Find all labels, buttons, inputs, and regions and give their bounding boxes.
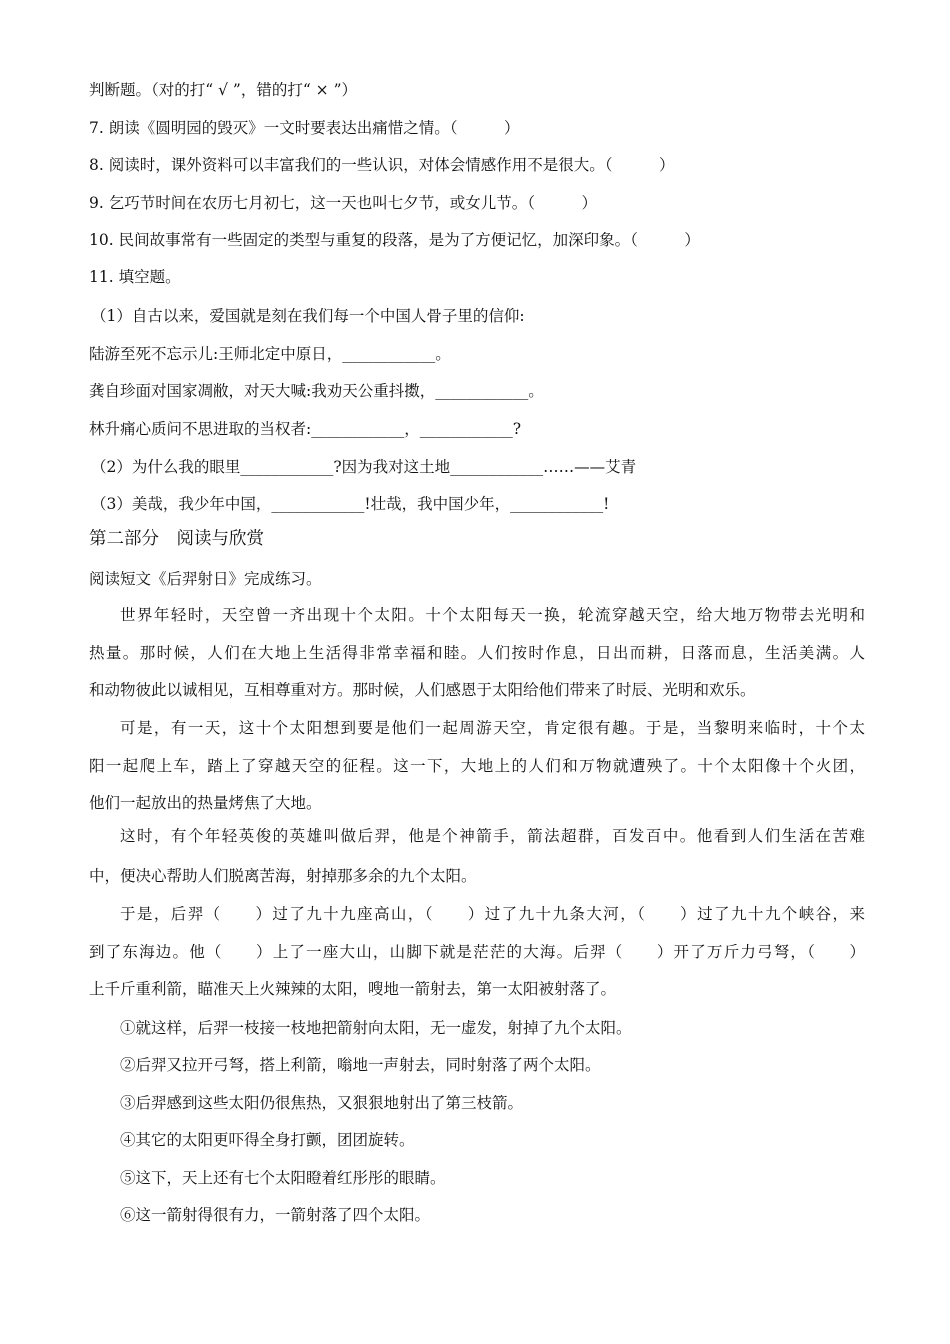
passage-line [89,818,865,856]
passage-paragraph-1 [89,597,865,710]
passage-line: 阳一起爬上车，踏上了穿越天空的征程。这一下，大地上的人们和万物就遭殃了。十个太阳像十个火团， [89,756,865,775]
passage-line: 世界年轻时，天空曾一齐出现十个太阳。十个太阳每天一换，轮流穿越天空，给大地万物带去光明和 [120,606,865,624]
passage-line: 于是，后羿（ ）过了九十九座高山，（ ）过了九十九条大河，（ ）过了九十九个峡谷，来 [120,905,865,923]
judgement-instruction: 判断题。（对的打“ √ ”，错的打“ × ”） [89,81,358,99]
sentence-5: ⑤这下，天上还有七个太阳瞪着红彤彤的眼睛。 [120,1169,446,1187]
passage-text: 这时，有个年轻英俊的英雄叫做后羿，他是个神箭手，箭法超群，百发百中。他看到人们 [120,827,782,845]
passage-paragraph-2 [89,710,865,823]
sentence-2: ②后羿又拉开弓弩，搭上利箭，嗡地一声射去，同时射落了两个太阳。 [120,1056,601,1074]
passage-line: 上千斤重利箭，瞄准天上火辣辣的太阳，嗖地一箭射去，第一太阳被射落了。 [89,980,617,998]
question-9: 9. 乞巧节时间在农历七月初七，这一天也叫七夕节，或女儿节。（ ） [89,194,597,212]
fill-line-gongzizhen: 龚自珍面对国家凋敝，对天大喊:我劝天公重抖擞，____________。 [89,382,544,400]
emphasis-dot-char: 活 · [799,827,816,845]
emphasis-dot-char: 生 · [782,827,799,845]
passage-line: 热量。那时候，人们在大地上生活得非常幸福和睦。人们按时作息，日出而耕，日落而息，生活美满。人 [89,643,865,662]
question-8: 8. 阅读时，课外资料可以丰富我们的一些认识，对体会情感作用不是很大。（ ） [89,156,675,174]
reading-instruction: 阅读短文《后羿射日》完成练习。 [89,570,322,588]
sentence-4: ④其它的太阳更吓得全身打颤，团团旋转。 [120,1131,415,1149]
question-7: 7. 朗读《圆明园的毁灭》一文时要表达出痛惜之情。（ ） [89,119,520,137]
passage-paragraph-3 [89,818,865,895]
question-11-part-3: （3）美哉，我少年中国，____________!壮哉，我中国少年，____________! [91,495,610,513]
question-11: 11. 填空题。 [89,268,181,286]
fill-line-linsheng: 林升痛心质问不思进取的当权者:____________，____________? [89,420,522,438]
passage-paragraph-4 [89,896,865,1009]
sentence-6: ⑥这一箭射得很有力，一箭射落了四个太阳。 [120,1206,431,1224]
passage-line: 中，便决心帮助人们脱离苦海，射掉那多余的九个太阳。 [89,866,477,885]
passage-line: 到了东海边。他（ ）上了一座大山，山脚下就是茫茫的大海。后羿（ ）开了万斤力弓弩，（ ） [89,942,865,961]
question-10: 10. 民间故事常有一些固定的类型与重复的段落，是为了方便记忆，加深印象。（ ） [89,231,700,249]
section-heading-part-2: 第二部分 阅读与欣赏 [89,529,264,549]
passage-text: 在苦难 [815,827,865,845]
passage-line: 和动物彼此以诚相见，互相尊重对方。那时候，人们感恩于太阳给他们带来了时辰、光明和欢乐。 [89,681,756,699]
question-11-part-1: （1）自古以来，爱国就是刻在我们每一个中国人骨子里的信仰: [91,307,525,325]
fill-line-luyou: 陆游至死不忘示儿:王师北定中原日，____________。 [89,345,451,363]
sentence-1: ①就这样，后羿一枝接一枝地把箭射向太阳，无一虚发，射掉了九个太阳。 [120,1019,632,1037]
question-11-part-2: （2）为什么我的眼里____________?因为我对这土地____________……——艾青 [91,458,637,476]
passage-line: 可是，有一天，这十个太阳想到要是他们一起周游天空，肯定很有趣。于是，当黎明来临时，十个太 [120,719,865,737]
passage-line: 他们一起放出的热量烤焦了大地。 [89,794,322,812]
sentence-3: ③后羿感到这些太阳仍很焦热，又狠狠地射出了第三枝箭。 [120,1094,524,1112]
